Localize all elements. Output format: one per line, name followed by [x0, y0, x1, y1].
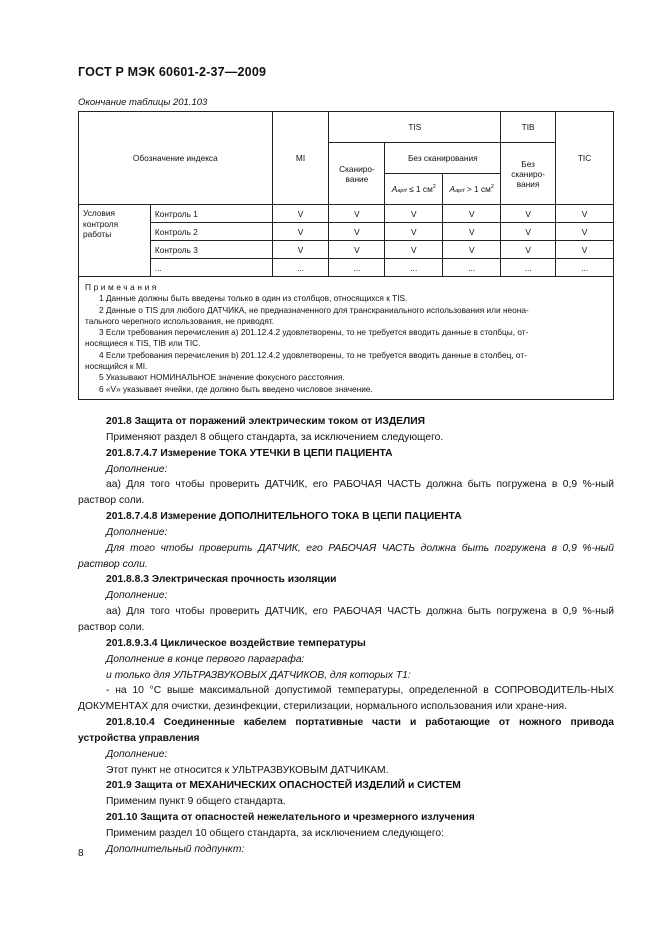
note-4: 4 Если требования перечисления b) 201.12.4.2 удовлетворены, то не требуется вводить данные в столбец, от-: [99, 349, 527, 360]
table-cell: V: [501, 205, 556, 223]
table-cell: V: [272, 223, 329, 241]
table-cell: V: [385, 241, 443, 259]
table-cell: V: [501, 241, 556, 259]
table-cell: V: [272, 205, 329, 223]
table-cell: V: [443, 241, 501, 259]
section-heading-cont: устройства управления: [78, 732, 200, 744]
col-mi-header: MI: [272, 112, 329, 205]
col-tis-header: TIS: [329, 112, 501, 143]
paragraph: Применим пункт 9 общего стандарта.: [106, 796, 286, 808]
note-1: 1 Данные должны быть введены только в один из столбцов, относящихся к TIS.: [99, 293, 408, 304]
note-6: 6 «V» указывает ячейки, где должно быть введено числовое значение.: [99, 383, 373, 394]
addition-label: Дополнение:: [106, 590, 168, 602]
addition-label: Дополнение:: [106, 526, 168, 538]
table-cell: V: [556, 241, 614, 259]
paragraph: - на 10 °С выше максимальной допустимой температуры, определенной в СОПРОВОДИТЕЛЬ-НЫХ ДОКУМЕНТАХ для очистки, дезинфекции, стерилизации, нормального использования или хране-ния.: [78, 685, 614, 713]
note-5: 5 Указывают НОМИНАЛЬНОЕ значение фокусного расстояния.: [99, 372, 345, 383]
page-number: 8: [78, 848, 84, 859]
table-cell: V: [329, 205, 385, 223]
note-2-cont: тального черепного использования, не приводят.: [85, 315, 275, 326]
table-cell: V: [329, 241, 385, 259]
addition-label: Дополнение в конце первого параграфа:: [106, 653, 305, 665]
paragraph: Для того чтобы проверить ДАТЧИК, его РАБОЧАЯ ЧАСТЬ должна быть погружена в 0,9 %-ный раствор соли.: [78, 542, 614, 570]
note-2: 2 Данные о TIS для любого ДАТЧИКА, не предназначенного для транскраниального использования или неона-: [99, 304, 529, 315]
section-heading: 201.10 Защита от опасностей нежелательного и чрезмерного излучения: [106, 812, 475, 824]
section-heading: 201.8.10.4 Соединенные кабелем портативные части и работающие от ножного привода: [106, 717, 614, 729]
col-tib-header: TIB: [501, 112, 556, 143]
table-cell: V: [556, 223, 614, 241]
addition-label: Дополнение:: [106, 463, 168, 475]
operating-conditions-label: Условия контроля работы: [79, 205, 151, 277]
table-cell: ...: [329, 259, 385, 277]
table-cell: V: [501, 223, 556, 241]
aprt-gt-header: Aaprt > 1 $см^2$: [443, 174, 501, 205]
addition-label: Дополнительный подпункт:: [106, 843, 245, 855]
addition-label: Дополнение:: [106, 748, 168, 760]
tis-scan-header: Сканиро- вание: [329, 143, 385, 205]
paragraph: Этот пункт не относится к УЛЬТРАЗВУКОВЫМ ДАТЧИКАМ.: [106, 764, 389, 776]
table-cell: ...: [443, 259, 501, 277]
document-header: ГОСТ Р МЭК 60601-2-37—2009: [78, 65, 267, 79]
tib-noscan-header: Без сканиро- вания: [501, 143, 556, 205]
paragraph: аа) Для того чтобы проверить ДАТЧИК, его РАБОЧАЯ ЧАСТЬ должна быть погружена в 0,9 %-ный раствор соли.: [78, 606, 614, 633]
aprt-le-header: Aaprt ≤ 1 $см^2$: [385, 174, 443, 205]
notes-title: Примечания: [85, 282, 159, 292]
section-heading: 201.8.9.3.4 Циклическое воздействие температуры: [106, 637, 366, 649]
table-cell: V: [443, 223, 501, 241]
table-notes: [79, 277, 614, 400]
col-index-header: Обозначение индекса: [79, 112, 273, 205]
table-cell: V: [443, 205, 501, 223]
table-cell: ...: [272, 259, 329, 277]
table-cell: V: [329, 223, 385, 241]
section-heading: 201.8.8.3 Электрическая прочность изоляции: [106, 574, 337, 586]
document-body: [78, 414, 614, 858]
section-heading: 201.8 Защита от поражений электрическим током от ИЗДЕЛИЯ: [106, 416, 426, 427]
tis-noscan-header: Без сканирования: [385, 143, 501, 174]
table-cell: V: [385, 205, 443, 223]
table-cell: V: [556, 205, 614, 223]
col-tic-header: TIC: [556, 112, 614, 205]
table-cell: V: [272, 241, 329, 259]
note-4-cont: носящийся к MI.: [85, 361, 148, 372]
table-cell: V: [385, 223, 443, 241]
table-row-label: Контроль 3: [150, 241, 272, 259]
table-cell: ...: [556, 259, 614, 277]
section-heading: 201.8.7.4.7 Измерение ТОКА УТЕЧКИ В ЦЕПИ ПАЦИЕНТА: [106, 447, 393, 459]
table-cell: ...: [501, 259, 556, 277]
section-heading: 201.9 Защита от МЕХАНИЧЕСКИХ ОПАСНОСТЕЙ ИЗДЕЛИЙ и СИСТЕМ: [106, 780, 461, 792]
table-cell: ...: [385, 259, 443, 277]
table-row-label: ...: [150, 259, 272, 277]
paragraph: Применим раздел 10 общего стандарта, за исключением следующего:: [106, 827, 445, 839]
paragraph: аа) Для того чтобы проверить ДАТЧИК, его РАБОЧАЯ ЧАСТЬ должна быть погружена в 0,9 %-ный раствор соли.: [78, 479, 614, 507]
table-caption: Окончание таблицы 201.103: [78, 97, 208, 108]
table-row-label: Контроль 1: [150, 205, 272, 223]
note-3-cont: носящиеся к TIS, TIB или TIC.: [85, 338, 201, 349]
table-row-label: Контроль 2: [150, 223, 272, 241]
note-3: 3 Если требования перечисления а) 201.12.4.2 удовлетворены, то не требуется вводить данные в столбцы, от-: [99, 327, 529, 338]
index-table: [78, 111, 614, 400]
paragraph: и только для УЛЬТРАЗВУКОВЫХ ДАТЧИКОВ, для которых T1:: [106, 669, 411, 681]
paragraph: Применяют раздел 8 общего стандарта, за исключением следующего.: [106, 431, 444, 443]
section-heading: 201.8.7.4.8 Измерение ДОПОЛНИТЕЛЬНОГО ТОКА В ЦЕПИ ПАЦИЕНТА: [106, 511, 462, 523]
